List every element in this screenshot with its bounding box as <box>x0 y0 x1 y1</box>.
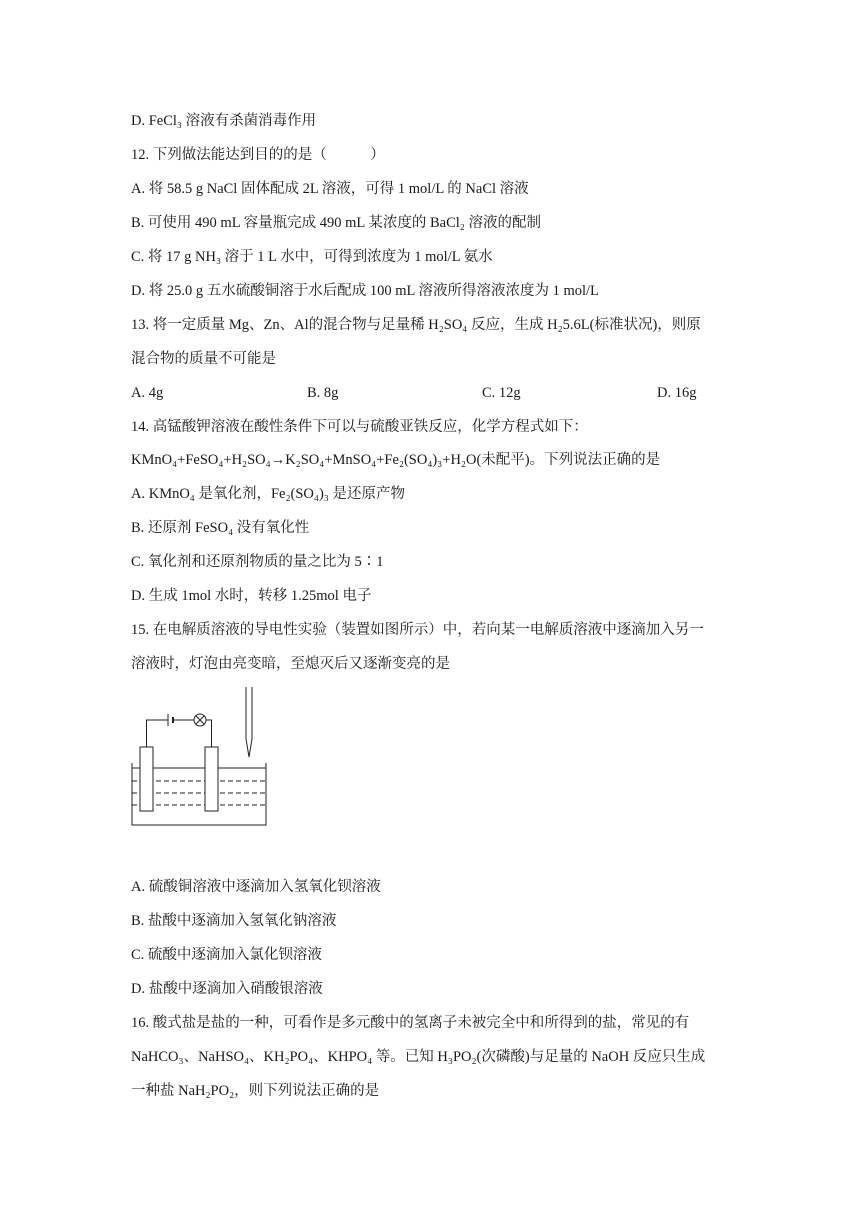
q15-option-a: A. 硫酸铜溶液中逐滴加入氢氧化钡溶液 <box>131 879 381 895</box>
q13-option-d: D. 16g <box>657 385 697 401</box>
q12-stem: 12. 下列做法能达到目的的是（ ） <box>131 147 385 163</box>
q15-option-b: B. 盐酸中逐滴加入氢氧化钠溶液 <box>131 913 337 929</box>
q14-stem-line1: 14. 高锰酸钾溶液在酸性条件下可以与硫酸亚铁反应，化学方程式如下： <box>131 419 588 435</box>
q16-stem-line2: NaHCO₃、NaHSO₄、KH₂PO₄、KHPO₄ 等。已知 H₃PO₂(次磷酸)与足量的 NaOH 反应只生成 <box>131 1049 706 1065</box>
q13-stem-line2: 混合物的质量不可能是 <box>131 351 276 367</box>
q13-stem-line1: 13. 将一定质量 Mg、Zn、Al的混合物与足量稀 H₂SO₄ 反应，生成 H₂5.6L(标准状况)，则原 <box>131 317 701 333</box>
q15-stem-line1: 15. 在电解质溶液的导电性实验（装置如图所示）中，若向某一电解质溶液中逐滴加入另一 <box>131 622 704 638</box>
q13-option-c: C. 12g <box>482 385 521 401</box>
q16-stem-line1: 16. 酸式盐是盐的一种，可看作是多元酸中的氢离子未被完全中和所得到的盐，常见的有 <box>131 1015 690 1031</box>
conductivity-apparatus-figure <box>128 683 273 828</box>
q12-option-b: B. 可使用 490 mL 容量瓶完成 490 mL 某浓度的 BaCl₂ 溶液的配制 <box>131 215 541 231</box>
q12-option-d: D. 将 25.0 g 五水硫酸铜溶于水后配成 100 mL 溶液所得溶液浓度为 1 mol/L <box>131 283 599 299</box>
q12-option-c: C. 将 17 g NH₃ 溶于 1 L 水中，可得到浓度为 1 mol/L 氨水 <box>131 249 493 265</box>
q15-stem-line2: 溶液时，灯泡由亮变暗，至熄灭后又逐渐变亮的是 <box>131 656 450 672</box>
q16-stem-line3: 一种盐 NaH₂PO₂，则下列说法正确的是 <box>131 1083 380 1099</box>
q15-option-d: D. 盐酸中逐滴加入硝酸银溶液 <box>131 981 323 997</box>
q14-option-b: B. 还原剂 FeSO₄ 没有氧化性 <box>131 520 310 536</box>
q12-option-a: A. 将 58.5 g NaCl 固体配成 2L 溶液，可得 1 mol/L 的 NaCl 溶液 <box>131 181 529 197</box>
q14-equation: KMnO₄+FeSO₄+H₂SO₄→K₂SO₄+MnSO₄+Fe₂(SO₄)₃+H₂O(未配平)。下列说法正确的是 <box>131 452 661 468</box>
q15-option-c: C. 硫酸中逐滴加入氯化钡溶液 <box>131 947 322 963</box>
q14-option-c: C. 氧化剂和还原剂物质的量之比为 5∶1 <box>131 554 384 570</box>
q14-option-a: A. KMnO₄ 是氧化剂，Fe₂(SO₄)₃ 是还原产物 <box>131 486 405 502</box>
q13-option-a: A. 4g <box>131 385 164 401</box>
q13-option-b: B. 8g <box>307 385 339 401</box>
q11-option-d: D. FeCl₃ 溶液有杀菌消毒作用 <box>131 113 317 129</box>
q14-option-d: D. 生成 1mol 水时，转移 1.25mol 电子 <box>131 588 372 604</box>
